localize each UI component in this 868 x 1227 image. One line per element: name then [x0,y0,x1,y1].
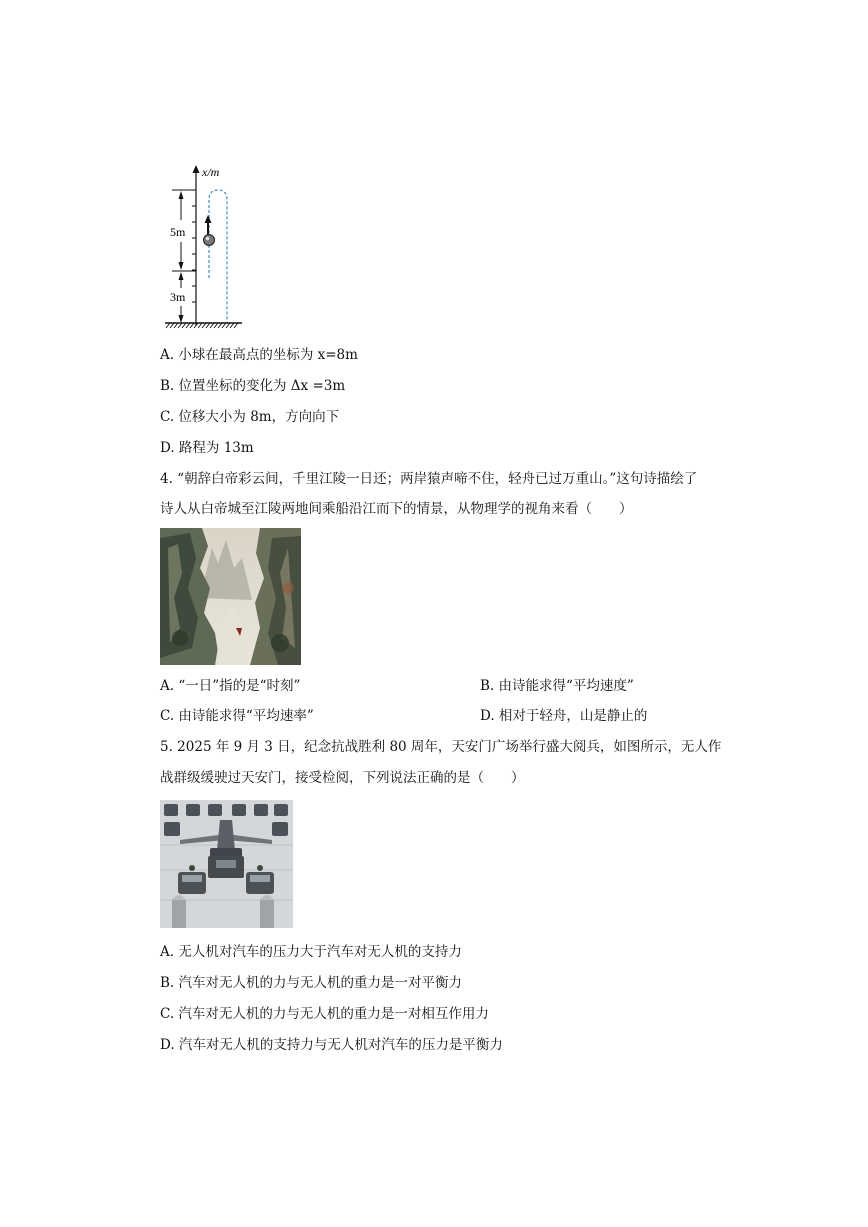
label-5m: 5m [170,225,186,239]
label-3m: 3m [170,290,186,304]
q5-option-c: C. 汽车对无人机的力与无人机的重力是一对相互作用力 [160,1006,489,1022]
q5-stem-line1: 5. 2025 年 9 月 3 日，纪念抗战胜利 80 周年，天安门广场举行盛大阅兵，如图所示，无人作 [160,739,722,755]
position-diagram [160,160,260,330]
q5-option-d: D. 汽车对无人机的支持力与无人机对汽车的压力是平衡力 [160,1037,503,1053]
q5-stem-line2: 战群级缓驶过天安门，接受检阅，下列说法正确的是（ ） [160,770,525,786]
q3-option-c: C. 位移大小为 8m，方向向下 [160,409,340,425]
landscape-painting [160,528,301,665]
q4-stem-line1: 4. “朝辞白帝彩云间，千里江陵一日还；两岸猿声啼不住，轻舟已过万重山。”这句诗描绘了 [160,471,698,487]
q3-option-b: B. 位置坐标的变化为 Δx =3m [160,378,346,394]
q4-option-a: A. “一日”指的是“时刻” [160,678,301,694]
parade-photo [160,800,293,928]
q4-option-c: C. 由诗能求得“平均速率” [160,708,314,724]
q5-option-a: A. 无人机对汽车的压力大于汽车对无人机的支持力 [160,944,462,960]
q4-option-d: D. 相对于轻舟，山是静止的 [480,708,648,724]
q4-stem-line2: 诗人从白帝城至江陵两地间乘船沿江而下的情景，从物理学的视角来看（ ） [160,501,633,517]
q3-option-a: A. 小球在最高点的坐标为 x=8m [160,347,358,363]
axis-label: x/m [202,165,220,179]
q3-option-d: D. 路程为 13m [160,440,254,456]
q4-option-b: B. 由诗能求得“平均速度” [480,678,634,694]
q5-option-b: B. 汽车对无人机的力与无人机的重力是一对平衡力 [160,975,463,991]
